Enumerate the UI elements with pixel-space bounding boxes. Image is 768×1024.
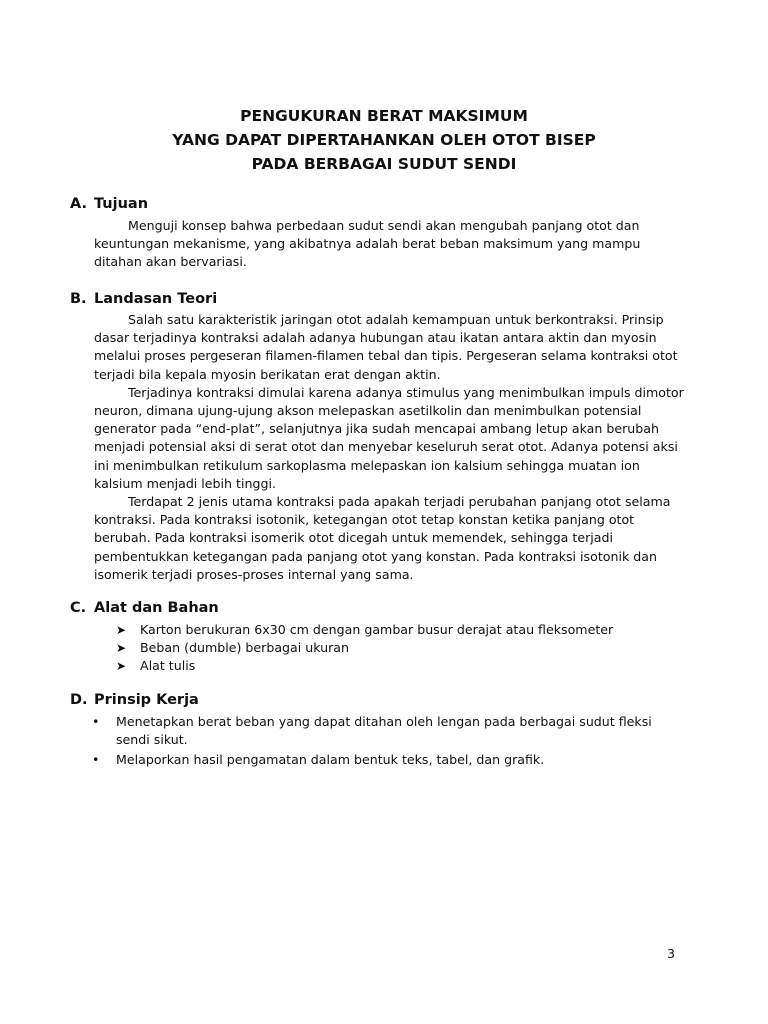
list-item-text: Alat tulis xyxy=(140,658,196,674)
paragraph: Salah satu karakteristik jaringan otot adalah kemampuan untuk berkontraksi. Prinsip dasar terjadinya kontraksi adalah adanya hubungan atau ikatan antara aktin dan myosin melalui proses pergeseran filamen-filamen tebal dan tipis. Pergeseran selama kontraksi otot terjadi bila kepala myosin berikatan erat dengan aktin. xyxy=(94,312,678,382)
section-heading-alat-dan-bahan xyxy=(70,600,219,616)
section-body-tujuan xyxy=(94,217,684,272)
list-item xyxy=(116,621,613,639)
title-line: PENGUKURAN BERAT MAKSIMUM xyxy=(240,107,528,125)
arrow-bullet-icon: ➤ xyxy=(116,659,127,674)
section-letter: A. xyxy=(70,196,87,212)
list-item xyxy=(116,639,613,657)
document-title xyxy=(0,104,768,176)
section-title: Tujuan xyxy=(94,196,149,212)
section-heading-landasan-teori xyxy=(70,291,217,307)
section-body-landasan-teori xyxy=(94,311,684,584)
section-heading-tujuan xyxy=(70,196,148,212)
arrow-bullet-icon: ➤ xyxy=(116,641,127,656)
list-item-text: Menetapkan berat beban yang dapat ditahan oleh lengan pada berbagai sudut fleksi sendi sikut. xyxy=(116,714,652,748)
procedure-list xyxy=(92,713,672,772)
list-item-text: Beban (dumble) berbagai ukuran xyxy=(140,640,349,656)
section-title: Alat dan Bahan xyxy=(94,600,219,616)
section-letter: C. xyxy=(70,600,87,616)
bullet-icon: • xyxy=(92,752,100,768)
paragraph: Menguji konsep bahwa perbedaan sudut sendi akan mengubah panjang otot dan keuntungan mekanisme, yang akibatnya adalah berat beban maksimum yang mampu ditahan akan bervariasi. xyxy=(94,218,641,270)
paragraph: Terjadinya kontraksi dimulai karena adanya stimulus yang menimbulkan impuls dimotor neuron, dimana ujung-ujung akson melepaskan asetilkolin dan menimbulkan potensial generator pada “end-plat”, selanjutnya jika sudah mencapai ambang letup akan berubah menjadi potensial aksi di serat otot dan menyebar keseluruh serat otot. Adanya potensi aksi ini menimbulkan retikulum sarkoplasma melepaskan ion kalsium sehingga muatan ion kalsium menjadi lebih tinggi. xyxy=(94,384,684,491)
section-letter: B. xyxy=(70,291,87,307)
section-heading-prinsip-kerja xyxy=(70,692,199,708)
arrow-bullet-icon: ➤ xyxy=(116,623,127,637)
list-item-text: Melaporkan hasil pengamatan dalam bentuk teks, tabel, dan grafik. xyxy=(116,752,545,768)
section-letter: D. xyxy=(70,692,88,708)
section-title: Landasan Teori xyxy=(94,291,218,307)
bullet-icon: • xyxy=(92,714,100,729)
section-title: Prinsip Kerja xyxy=(94,692,199,708)
title-line: YANG DAPAT DIPERTAHANKAN OLEH OTOT BISEP xyxy=(172,131,596,149)
list-item xyxy=(92,751,672,769)
list-item xyxy=(116,657,613,675)
paragraph: Terdapat 2 jenis utama kontraksi pada apakah terjadi perubahan panjang otot selama kontraksi. Pada kontraksi isotonik, ketegangan otot tetap konstan ketika panjang otot berubah. Pada kontraksi isomerik otot dicegah untuk memendek, sehingga terjadi pembentukkan ketegangan pada panjang otot yang konstan. Pada kontraksi isotonik dan isomerik terjadi proses-proses internal yang sama. xyxy=(94,494,671,582)
materials-list xyxy=(116,621,613,676)
page-number: 3 xyxy=(667,946,676,961)
list-item xyxy=(92,713,672,749)
list-item-text: Karton berukuran 6x30 cm dengan gambar busur derajat atau fleksometer xyxy=(140,622,614,637)
title-line: PADA BERBAGAI SUDUT SENDI xyxy=(251,155,517,173)
